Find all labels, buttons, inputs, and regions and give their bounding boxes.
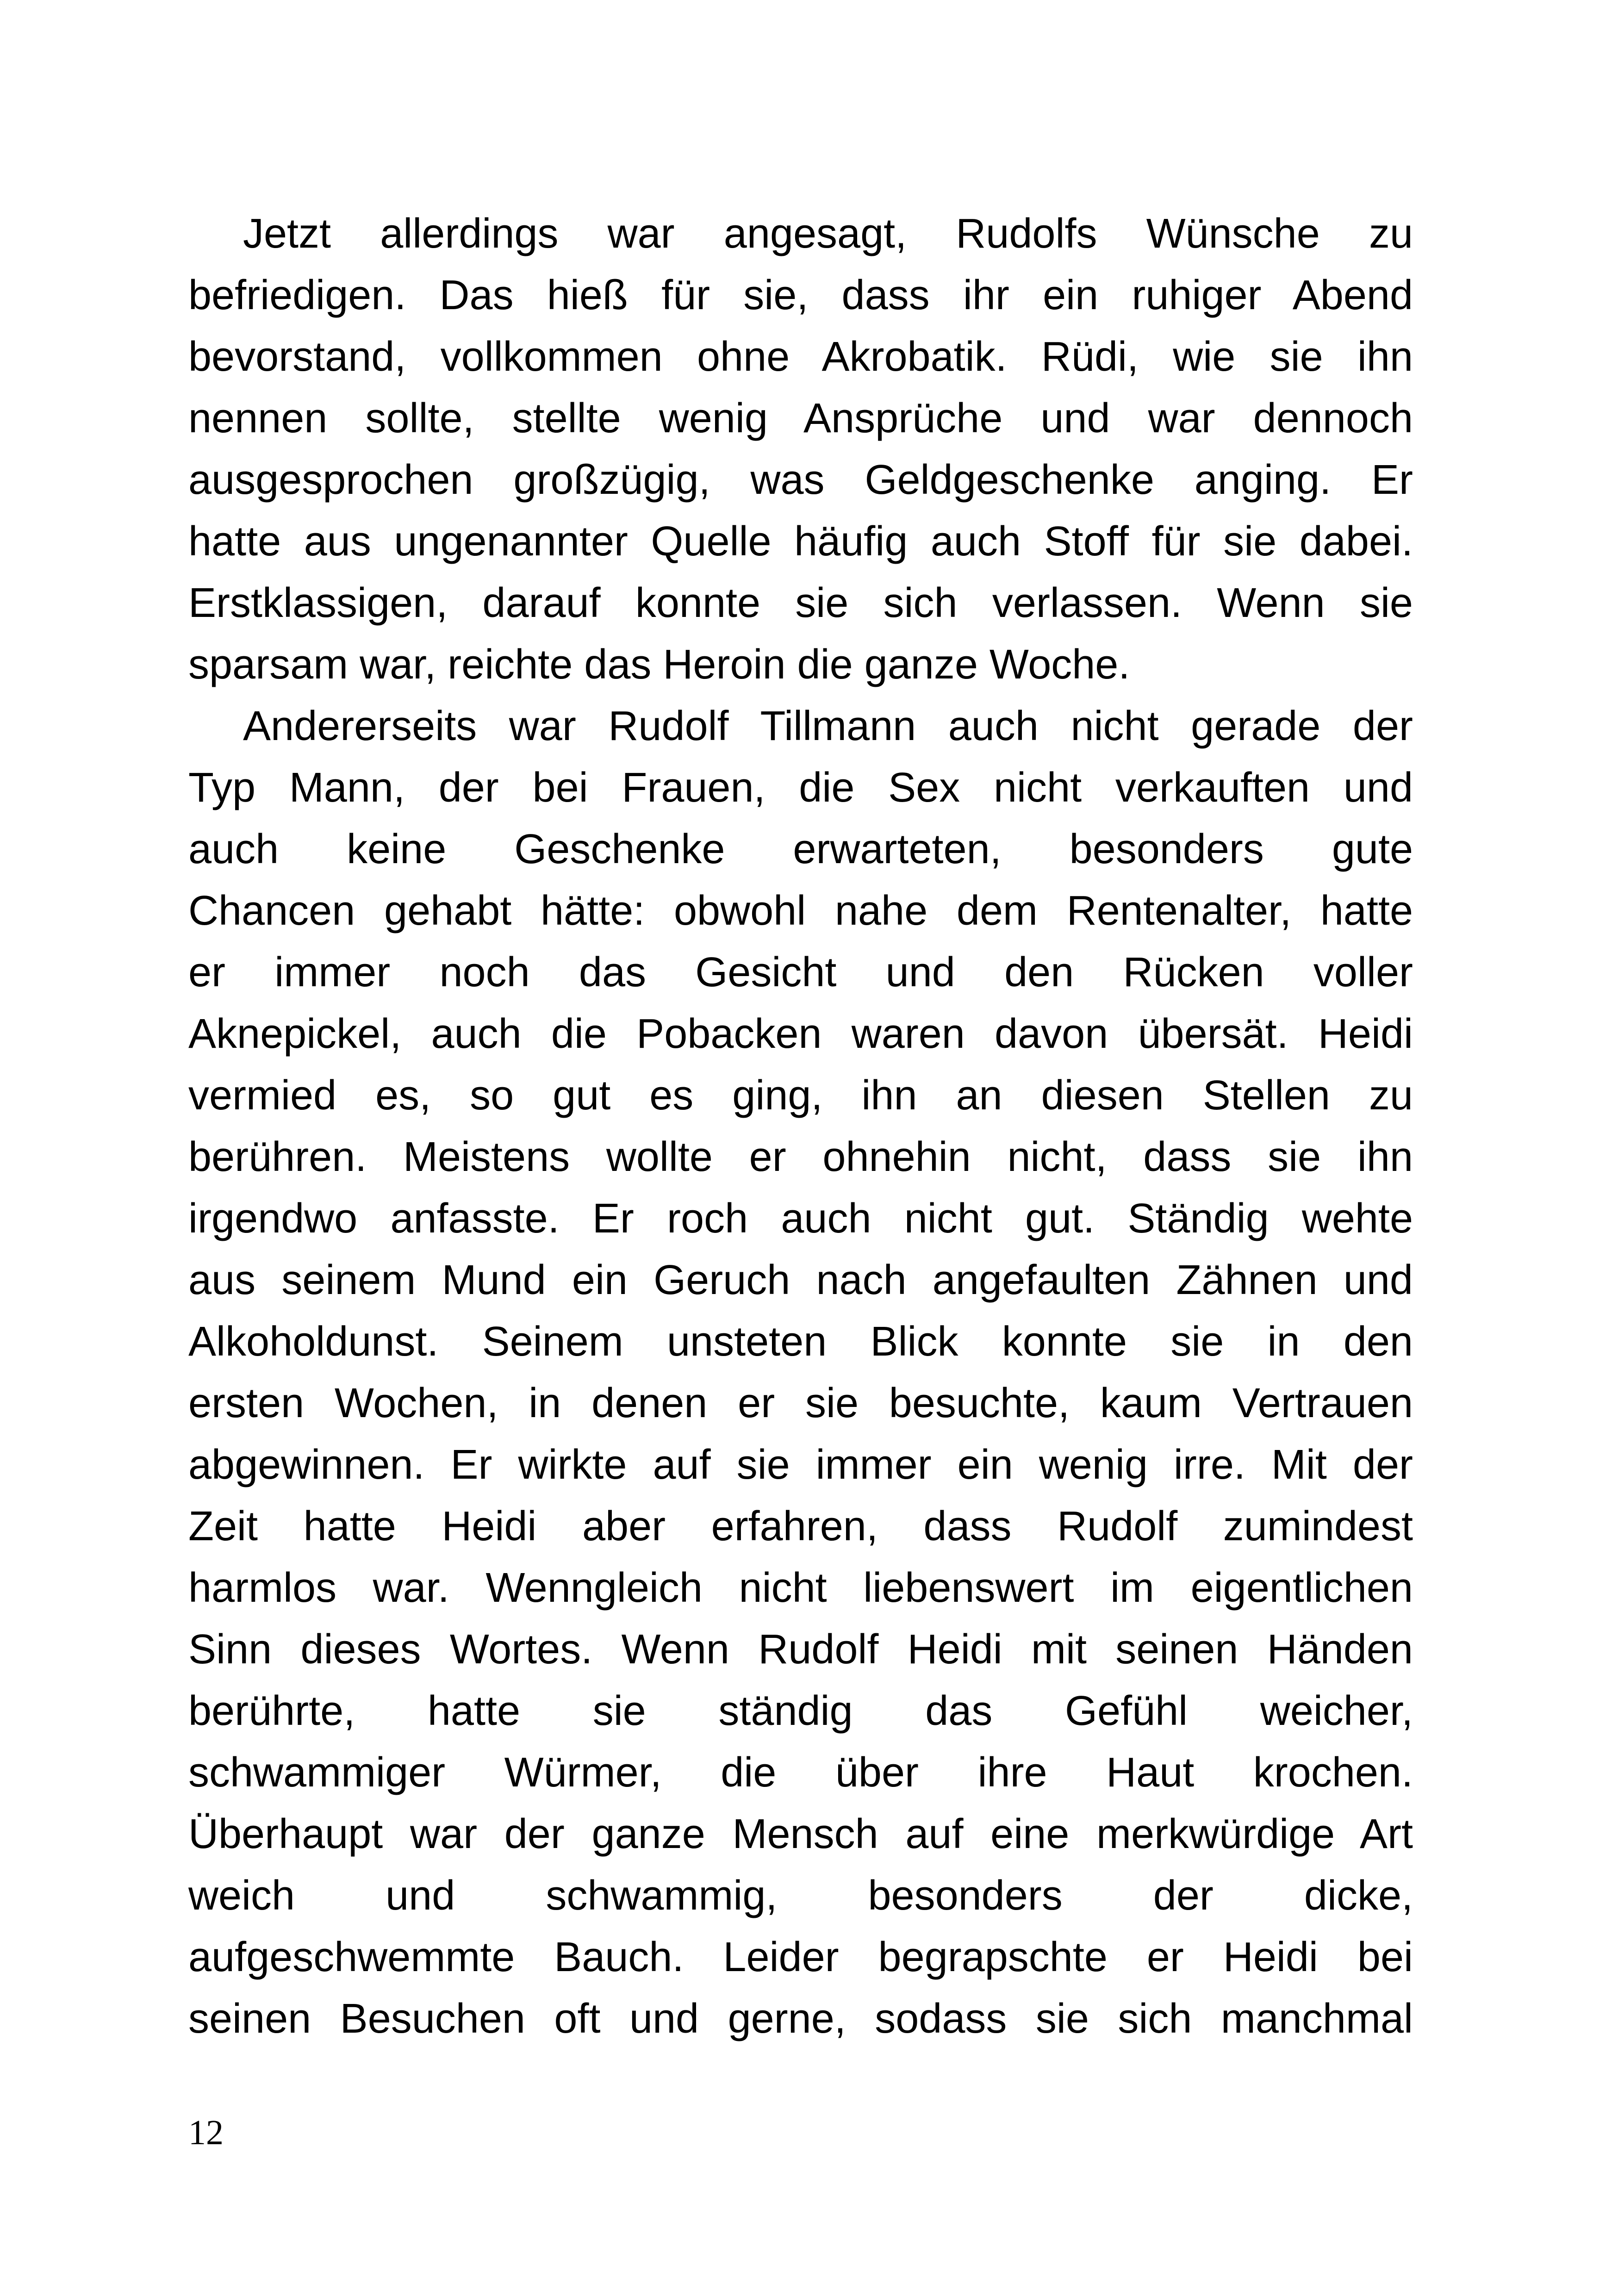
text-line: aufgeschwemmte Bauch. Leider begrapschte er Heidi bei [188, 1934, 1413, 1980]
text-line: Typ Mann, der bei Frauen, die Sex nicht verkauften und [188, 765, 1413, 811]
page-number: 12 [188, 2113, 224, 2152]
text-line: Überhaupt war der ganze Mensch auf eine merkwürdige Art [188, 1811, 1413, 1857]
paragraph [188, 203, 1413, 696]
paragraph [188, 696, 1413, 2050]
text-line: Andererseits war Rudolf Tillmann auch nicht gerade der [243, 703, 1413, 749]
text-line: sparsam war, reichte das Heroin die ganze Woche. [188, 641, 1130, 688]
text-line: berührte, hatte sie ständig das Gefühl weicher, [188, 1688, 1413, 1734]
text-line: seinen Besuchen oft und gerne, sodass sie sich manchmal [188, 1996, 1413, 2042]
text-line: hatte aus ungenannter Quelle häufig auch Stoff für sie dabei. [188, 518, 1413, 565]
text-line: vermied es, so gut es ging, ihn an diesen Stellen zu [188, 1072, 1413, 1119]
text-line: berühren. Meistens wollte er ohnehin nicht, dass sie ihn [188, 1134, 1413, 1180]
text-line: ersten Wochen, in denen er sie besuchte, kaum Vertrauen [188, 1380, 1413, 1426]
text-line: abgewinnen. Er wirkte auf sie immer ein wenig irre. Mit der [188, 1442, 1413, 1488]
text-line: Zeit hatte Heidi aber erfahren, dass Rudolf zumindest [188, 1503, 1413, 1549]
text-line: Erstklassigen, darauf konnte sie sich verlassen. Wenn sie [188, 580, 1413, 626]
text-line: auch keine Geschenke erwarteten, besonders gute [188, 826, 1413, 872]
text-line: Aknepickel, auch die Pobacken waren davon übersät. Heidi [188, 1011, 1413, 1057]
text-line: nennen sollte, stellte wenig Ansprüche und war dennoch [188, 395, 1413, 442]
text-line: weich und schwammig, besonders der dicke, [188, 1873, 1413, 1919]
text-line: schwammiger Würmer, die über ihre Haut krochen. [188, 1749, 1413, 1796]
body-text [188, 203, 1413, 2050]
text-line: harmlos war. Wenngleich nicht liebenswert im eigentlichen [188, 1565, 1413, 1611]
text-line: Chancen gehabt hätte: obwohl nahe dem Rentenalter, hatte [188, 888, 1413, 934]
text-line: ausgesprochen großzügig, was Geldgeschenke anging. Er [188, 457, 1413, 503]
text-line: Alkoholdunst. Seinem unsteten Blick konnte sie in den [188, 1319, 1413, 1365]
text-line: aus seinem Mund ein Geruch nach angefaulten Zähnen und [188, 1257, 1413, 1303]
text-line: irgendwo anfasste. Er roch auch nicht gut. Ständig wehte [188, 1195, 1413, 1242]
text-line: bevorstand, vollkommen ohne Akrobatik. Rüdi, wie sie ihn [188, 334, 1413, 380]
text-line: Jetzt allerdings war angesagt, Rudolfs Wünsche zu [243, 211, 1413, 257]
text-line: er immer noch das Gesicht und den Rücken voller [188, 949, 1413, 996]
text-line: Sinn dieses Wortes. Wenn Rudolf Heidi mit seinen Händen [188, 1626, 1413, 1673]
text-line: befriedigen. Das hieß für sie, dass ihr ein ruhiger Abend [188, 272, 1413, 318]
